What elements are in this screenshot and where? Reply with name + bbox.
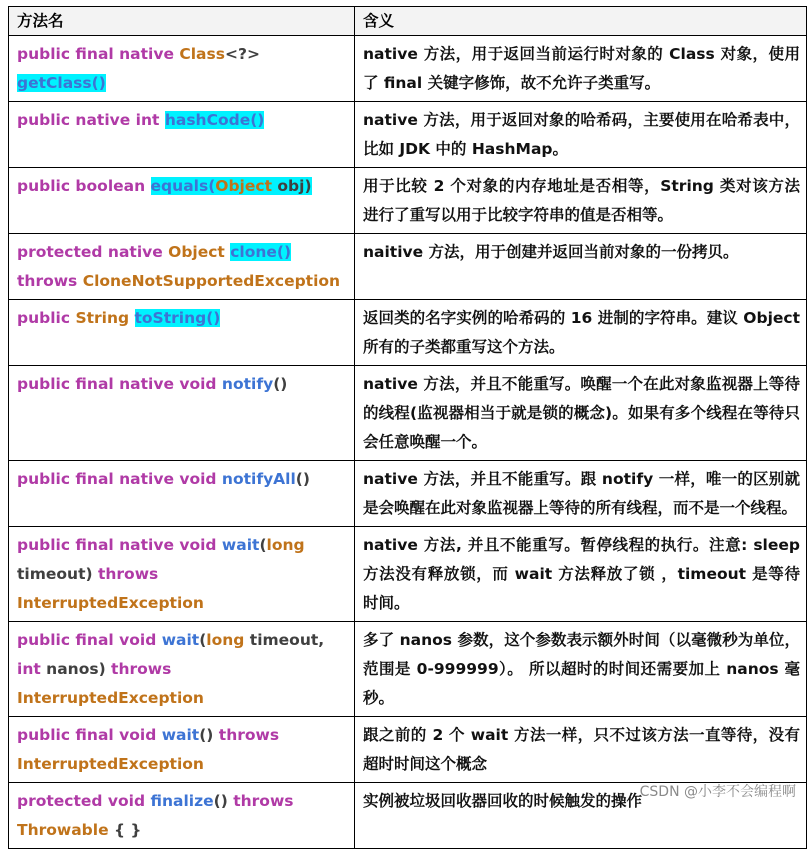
- method-signature: [9, 234, 355, 300]
- signature-token: clone(): [230, 243, 292, 261]
- signature-token: int: [17, 660, 41, 678]
- table-row: [9, 366, 807, 461]
- signature-token: <?>: [224, 45, 260, 63]
- signature-token: Object: [168, 243, 231, 261]
- header-meaning: 含义: [355, 7, 807, 36]
- signature-token: String: [75, 309, 135, 327]
- signature-token: Object: [215, 177, 272, 195]
- method-description: native 方法，并且不能重写。跟 notify 一样，唯一的区别就是会唤醒在此对象监视器上等待的所有线程，而不是一个线程。: [355, 461, 807, 527]
- signature-token: finalize: [150, 792, 214, 810]
- signature-token: public final native void: [17, 536, 222, 554]
- method-signature: [9, 527, 355, 622]
- signature-token: public final native: [17, 45, 180, 63]
- signature-token: public final native void: [17, 375, 222, 393]
- method-signature: [9, 366, 355, 461]
- table-row: [9, 168, 807, 234]
- method-description: naitive 方法，用于创建并返回当前对象的一份拷贝。: [355, 234, 807, 300]
- method-signature: [9, 783, 355, 849]
- signature-token: notifyAll: [221, 470, 296, 488]
- method-description: 跟之前的 2 个 wait 方法一样，只不过该方法一直等待，没有超时时间这个概念: [355, 717, 807, 783]
- signature-token: nanos): [40, 660, 112, 678]
- signature-token: getClass(): [17, 74, 106, 92]
- method-signature: [9, 36, 355, 102]
- method-description: 返回类的名字实例的哈希码的 16 进制的字符串。建议 Object 所有的子类都重写这个方法。: [355, 300, 807, 366]
- method-description: 用于比较 2 个对象的内存地址是否相等，String 类对该方法进行了重写以用于比较字符串的值是否相等。: [355, 168, 807, 234]
- method-description: 实例被垃圾回收器回收的时候触发的操作: [355, 783, 807, 849]
- signature-token: Class: [179, 45, 225, 63]
- signature-token: InterruptedException: [17, 689, 204, 707]
- signature-token: throws: [233, 792, 294, 810]
- signature-token: obj): [271, 177, 312, 195]
- table-row: [9, 461, 807, 527]
- method-description: native 方法，用于返回当前运行时对象的 Class 对象，使用了 final 关键字修饰，故不允许子类重写。: [355, 36, 807, 102]
- table-row: [9, 622, 807, 717]
- signature-token: toString(): [134, 309, 221, 327]
- method-description: native 方法, 并且不能重写。暂停线程的执行。注意: sleep 方法没有释放锁，而 wait 方法释放了锁 ，timeout 是等待时间。: [355, 527, 807, 622]
- signature-token: InterruptedException: [17, 755, 204, 773]
- header-row: [9, 7, 807, 36]
- signature-token: InterruptedException: [17, 594, 204, 612]
- signature-token: throws: [218, 726, 280, 744]
- signature-token: Throwable: [17, 821, 109, 839]
- signature-token: public: [17, 309, 76, 327]
- table-row: [9, 717, 807, 783]
- method-signature: [9, 102, 355, 168]
- signature-token: public final void: [17, 631, 162, 649]
- table-row: [9, 102, 807, 168]
- watermark: CSDN @小李不会编程啊: [639, 784, 796, 800]
- signature-token: (): [213, 792, 234, 810]
- signature-token: CloneNotSupportedException: [82, 272, 341, 290]
- signature-token: timeout): [17, 565, 98, 583]
- table-row: [9, 527, 807, 622]
- signature-token: wait: [161, 631, 200, 649]
- signature-token: notify: [221, 375, 274, 393]
- method-signature: [9, 717, 355, 783]
- signature-token: long: [206, 631, 245, 649]
- header-method-name: 方法名: [9, 7, 355, 36]
- signature-token: long: [266, 536, 305, 554]
- signature-token: wait: [221, 536, 260, 554]
- signature-token: throws: [97, 565, 159, 583]
- signature-token: (): [199, 726, 219, 744]
- signature-token: (): [295, 470, 310, 488]
- method-signature: [9, 168, 355, 234]
- method-signature: [9, 300, 355, 366]
- signature-token: throws: [111, 660, 172, 678]
- signature-token: public boolean: [17, 177, 151, 195]
- signature-token: (: [199, 631, 207, 649]
- method-description: native 方法，并且不能重写。唤醒一个在此对象监视器上等待的线程(监视器相当于就是锁的概念)。如果有多个线程在等待只会任意唤醒一个。: [355, 366, 807, 461]
- signature-token: protected native: [17, 243, 169, 261]
- table-row: [9, 300, 807, 366]
- signature-token: (): [273, 375, 288, 393]
- signature-token: hashCode(): [164, 111, 265, 129]
- signature-token: (: [259, 536, 267, 554]
- signature-token: public final native void: [17, 470, 222, 488]
- signature-token: timeout,: [244, 631, 325, 649]
- table-row: [9, 36, 807, 102]
- object-methods-table: [8, 6, 807, 849]
- signature-token: { }: [108, 821, 142, 839]
- method-description: 多了 nanos 参数，这个参数表示额外时间（以毫微秒为单位，范围是 0-999999）。 所以超时的时间还需要加上 nanos 毫秒。: [355, 622, 807, 717]
- signature-token: equals(: [150, 177, 216, 195]
- table-row: [9, 234, 807, 300]
- signature-token: wait: [161, 726, 200, 744]
- signature-token: protected void: [17, 792, 151, 810]
- signature-token: public native int: [17, 111, 165, 129]
- signature-token: throws: [17, 272, 83, 290]
- method-signature: [9, 622, 355, 717]
- signature-token: public final void: [17, 726, 162, 744]
- method-description: native 方法，用于返回对象的哈希码，主要使用在哈希表中，比如 JDK 中的 HashMap。: [355, 102, 807, 168]
- method-signature: [9, 461, 355, 527]
